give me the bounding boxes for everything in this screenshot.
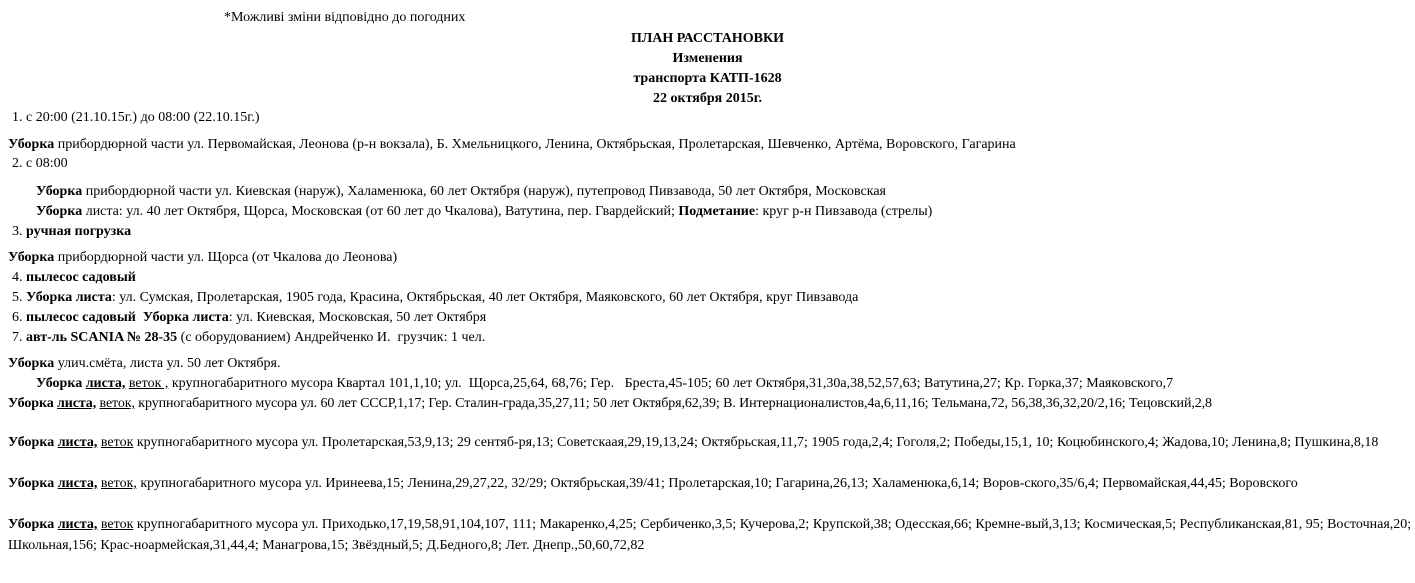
leaf-row-3: Уборка листа, веток крупногабаритного мусора ул. Пролетарская,53,9,13; 29 сентяб-ря,13; Советскаая,29,19,13,24; Октябрьская,11,7; 1905 года,2,4; Гоголя,2; Победы,15,1, 10; Коцюбинского,4; Жадова,10; Ленина,8; Пушкина,8,18 xyxy=(8,435,1379,450)
document-title: ПЛАН РАССТАНОВКИ xyxy=(630,31,785,46)
document-date: 22 октября 2015г. xyxy=(653,91,762,106)
leaf-row-2: Уборка листа, веток, крупногабаритного мусора ул. 60 лет СССР,1,17; Гер. Сталин-града,35,27,11; 50 лет Октября,62,39; В. Интернационалистов,4а,6,11,16; Тельмана,72, 56,38,36,32,20/2,16; Тецовский,2,8 xyxy=(8,396,1212,411)
item-3: 3. ручная погрузка xyxy=(12,224,132,239)
item-1: 1. с 20:00 (21.10.15г.) до 08:00 (22.10.15г.) xyxy=(12,110,260,125)
leaf-row-5: Уборка листа, веток крупногабаритного мусора ул. Приходько,17,19,58,91,104,107, 111; Макаренко,4,25; Сербиченко,3,5; Кучерова,2; Крупской,38; Одесская,66; Кремне-вый,3,13; Космическая,5; Республиканская,81, 95; Восточная,20; Школьная,156; Крас-ноармейская,31,44,4; Манагрова,15; Звёздный,5; Д.Бедного,8; Лет. Днепр.,50,60,72,82 xyxy=(8,517,1412,553)
document-subtitle: Изменения xyxy=(672,51,743,66)
transport-line: транспорта КАТП-1628 xyxy=(633,71,782,86)
leaf-row-4: Уборка листа, веток, крупногабаритного мусора ул. Иринеева,15; Ленина,29,27,22, 32/29; Октябрьская,39/41; Пролетарская,10; Гагарина,26,13; Халаменюка,6,14; Воров-ского,35/6,4; Первомайская,44,45; Воровского xyxy=(8,476,1298,491)
weather-note: *Можливі зміни відповідно до погодних xyxy=(224,10,466,25)
paragraph-3: Уборка прибордюрной части ул. Щорса (от Чкалова до Леонова) xyxy=(8,250,398,265)
paragraph-2b: Уборка листа: ул. 40 лет Октября, Щорса, Московская (от 60 лет до Чкалова), Ватутина, пер. Гвардейский; Подметание: круг р-н Пивзавода (стрелы) xyxy=(36,204,933,219)
paragraph-1: Уборка прибордюрной части ул. Первомайская, Леонова (р-н вокзала), Б. Хмельницкого, Ленина, Октябрьская, Пролетарская, Шевченко, Артёма, Воровского, Гагарина xyxy=(8,137,1016,152)
item-5: 5. Уборка листа: ул. Сумская, Пролетарская, 1905 года, Красина, Октябрьская, 40 лет Октября, Маяковского, 60 лет Октября, круг Пивзавода xyxy=(12,290,859,305)
item-2: 2. с 08:00 xyxy=(12,156,68,171)
paragraph-7: Уборка улич.смёта, листа ул. 50 лет Октября. xyxy=(8,356,281,371)
item-4: 4. пылесос садовый xyxy=(12,270,136,285)
leaf-row-1: Уборка листа, веток , крупногабаритного мусора Квартал 101,1,10; ул. Щорса,25,64, 68,76; Гер. Бреста,45-105; 60 лет Октября,31,30а,38,52,57,63; Ватутина,27; Кр. Горка,37; Маяковского,7 xyxy=(36,376,1174,391)
item-7: 7. авт-ль SCANIA № 28-35 (с оборудованием) Андрейченко И. грузчик: 1 чел. xyxy=(12,330,486,345)
paragraph-2a: Уборка прибордюрной части ул. Киевская (наруж), Халаменюка, 60 лет Октября (наруж), путепровод Пивзавода, 50 лет Октября, Московская xyxy=(36,184,886,199)
item-6: 6. пылесос садовый Уборка листа: ул. Киевская, Московская, 50 лет Октября xyxy=(12,310,487,325)
